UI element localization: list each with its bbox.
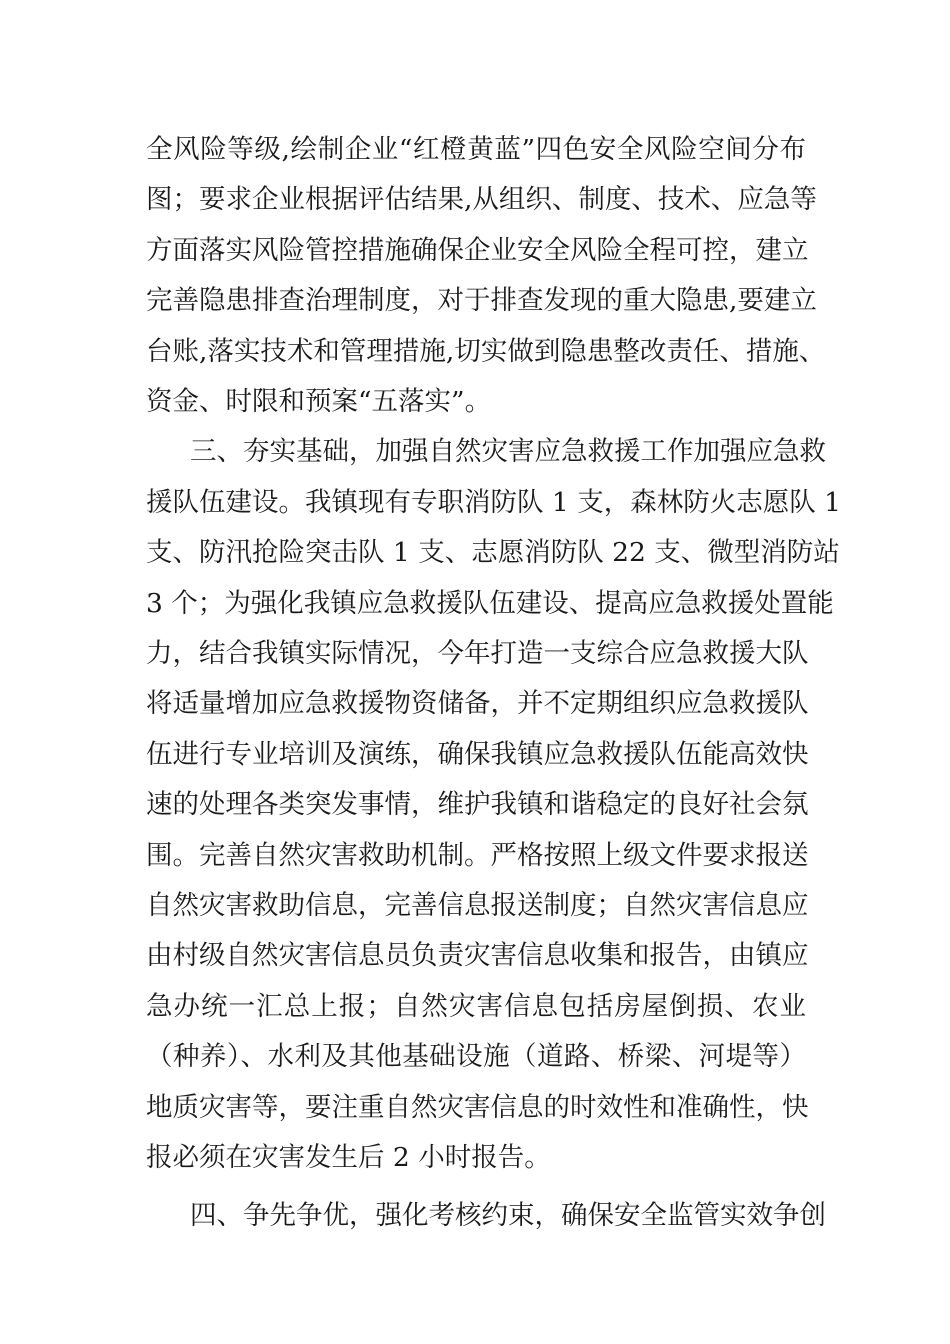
text-line-17: 由村级自然灾害信息员负责灾害信息收集和报告，由镇应 (146, 940, 809, 971)
text-line-2: 图；要求企业根据评估结果,从组织、制度、技术、应急等 (146, 184, 817, 215)
text-line-8: 援队伍建设。我镇现有专职消防队 1 支，森林防火志愿队 1 (146, 487, 841, 518)
text-line-21: 报必须在灾害发生后 2 小时报告。 (146, 1142, 551, 1173)
text-line-1: 全风险等级,绘制企业“红橙黄蓝”四色安全风险空间分布 (146, 134, 806, 165)
text-line-4: 完善隐患排查治理制度，对于排查发现的重大隐患,要建立 (146, 285, 817, 316)
text-line-15: 围。完善自然灾害救助机制。严格按照上级文件要求报送 (146, 840, 809, 871)
text-line-11: 力，结合我镇实际情况，今年打造一支综合应急救援大队 (146, 638, 809, 669)
text-line-10: 3 个；为强化我镇应急救援队伍建设、提高应急救援处置能 (146, 588, 834, 619)
text-line-20: 地质灾害等，要注重自然灾害信息的时效性和准确性，快 (146, 1092, 809, 1123)
text-line-18: 急办统一汇总上报；自然灾害信息包括房屋倒损、农业 (146, 991, 806, 1022)
text-line-14: 速的处理各类突发事情，维护我镇和谐稳定的良好社会氛 (146, 789, 809, 820)
text-line-19: （种养）、水利及其他基础设施（道路、桥梁、河堤等） (146, 1041, 806, 1072)
text-line-5: 台账,落实技术和管理措施,切实做到隐患整改责任、措施、 (146, 336, 826, 367)
text-line-9: 支、防汛抢险突击队 1 支、志愿消防队 22 支、微型消防站 (146, 537, 840, 568)
paragraph-three-heading-line: 三、夯实基础，加强自然灾害应急救援工作加强应急救 (190, 436, 826, 467)
text-line-16: 自然灾害救助信息，完善信息报送制度；自然灾害信息应 (146, 890, 809, 921)
text-line-6: 资金、时限和预案“五落实”。 (146, 386, 492, 417)
text-line-12: 将适量增加应急救援物资储备，并不定期组织应急救援队 (146, 688, 809, 719)
paragraph-four-heading-line: 四、争先争优，强化考核约束，确保安全监管实效争创 (190, 1200, 826, 1231)
text-line-3: 方面落实风险管控措施确保企业安全风险全程可控，建立 (146, 235, 809, 266)
text-line-13: 伍进行专业培训及演练，确保我镇应急救援队伍能高效快 (146, 739, 809, 770)
